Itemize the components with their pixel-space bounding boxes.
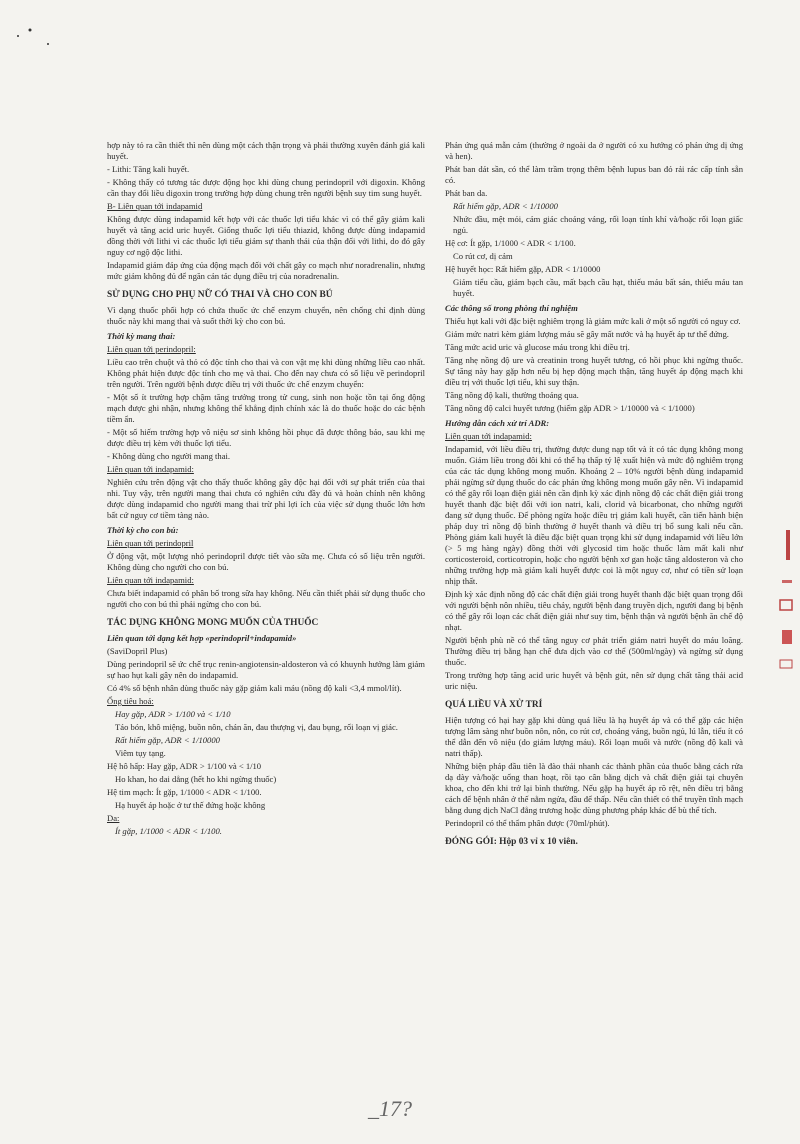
paragraph: Tăng mức acid uric và glucose máu trong khi điều trị.	[445, 342, 630, 352]
paragraph: Tăng nồng độ kali, thường thoáng qua.	[445, 390, 579, 400]
paragraph: - Một số hiếm trường hợp vô niệu sơ sinh không hồi phục đã được thông báo, sau khi mẹ được điều trị kèm với thuốc lợi tiểu.	[107, 427, 425, 448]
paragraph: Hệ tim mạch: Ít gặp, 1/1000 < ADR < 1/100.	[107, 787, 262, 797]
paragraph: Hệ huyết học: Rất hiếm gặp, ADR < 1/10000	[445, 264, 601, 274]
paragraph: Vì dạng thuốc phối hợp có chứa thuốc ức chế enzym chuyển, nên chống chỉ định dùng thuốc này khi mang thai và suốt thời kỳ cho con bú.	[107, 305, 425, 326]
paragraph: Phát ban da.	[445, 188, 488, 198]
frequency-line: Rất hiếm gặp, ADR < 1/10000	[115, 735, 220, 745]
paragraph: - Không dùng cho người mang thai.	[107, 451, 231, 461]
subheading: Thời kỳ mang thai:	[107, 331, 176, 341]
paragraph: Hiện tượng có hại hay gặp khi dùng quá liều là hạ huyết áp và có thể gặp các hiện tượng lâm sàng như buồn nôn, nôn, co rút cơ, choáng váng, buồn ngủ, lú lẫn, tiểu ít có thể dẫn đến vô niệu (do giảm lượng máu). Rối loạn muối và nước (nồng độ kali và natri thấp).	[445, 715, 743, 758]
edge-stamp-marks	[774, 520, 794, 725]
underlined-label: Liên quan tới indapamid:	[107, 464, 194, 474]
paragraph: Tăng nồng độ calci huyết tương (hiếm gặp ADR > 1/10000 và < 1/1000)	[445, 403, 695, 413]
paragraph: Perindopril có thể thẩm phân được (70ml/phút).	[445, 818, 610, 828]
paragraph: Tăng nhẹ nồng độ ure và creatinin trong huyết tương, có hồi phục khi ngừng thuốc. Sự tăng này hay gặp hơn nếu bị hẹp động mạch thận, tăng huyết áp động mạch khi điều trị với thuốc lợi tiểu, khi suy thận.	[445, 355, 743, 387]
paragraph: (SaviDopril Plus)	[107, 646, 168, 656]
paragraph: Phản ứng quá mẫn cảm (thường ở ngoài da ở người có xu hướng có phản ứng dị ứng và hen).	[445, 140, 743, 161]
paragraph: Có 4% số bệnh nhân dùng thuốc này gặp giảm kali máu (nồng độ kali <3,4 mmol/lít).	[107, 683, 402, 693]
paragraph: - Lithi: Tăng kali huyết.	[107, 164, 190, 174]
paragraph: Liều cao trên chuột và thỏ có độc tính cho thai và con vật mẹ khi dùng những liều cao nhất. Không phát hiện được độc tính cho mẹ và thai. Cho đến nay chưa có số liệu về perindopril trên người. Trên người bệnh được điều trị với thuốc ức chế enzym chuyển:	[107, 357, 425, 389]
paragraph: Ở động vật, một lượng nhỏ perindopril được tiết vào sữa mẹ. Chưa có số liệu trên người. Không dùng cho người cho con bú.	[107, 551, 425, 572]
subheading: Thời kỳ cho con bú:	[107, 525, 179, 535]
section-heading: QUÁ LIỀU VÀ XỬ TRÍ	[445, 700, 543, 710]
paragraph: - Không thấy có tương tác được động học khi dùng chung perindopril với digoxin. Không cần thay đổi liều digoxin trong trường hợp dùng chung trên người bệnh suy tim sung huyết.	[107, 177, 425, 198]
paragraph: Những biện pháp đầu tiên là đào thải nhanh các thành phần của thuốc bằng cách rửa dạ dày và/hoặc uống than hoạt, rồi tạo cân bằng dịch và chất điện giải tại chuyên khoa, cho đến khi trở lại bình thường. Nếu gặp hạ huyết áp rõ rệt, nên điều trị bằng cách để bệnh nhân ở thế nằm ngửa, đầu để thấp. Nếu cần thiết có thể truyền tĩnh mạch bằng dung dịch NaCl đẳng trương hoặc dùng phương pháp khác để bù thể tích.	[445, 761, 743, 815]
paragraph: Nghiên cứu trên động vật cho thấy thuốc không gây độc hại đối với sự phát triển của thai nhi. Tuy vậy, trên người mang thai chưa có nghiên cứu đầy đủ và hoàn chỉnh nên không được dùng indapamid cho người mang thai trừ phi lợi ích của việc sử dụng thuốc lớn hơn bất cứ nguy cơ tiềm tàng nào.	[107, 477, 425, 520]
paragraph: Thiếu hụt kali với đặc biệt nghiêm trọng là giảm mức kali ở một số người có nguy cơ.	[445, 316, 741, 326]
section-heading: SỬ DỤNG CHO PHỤ NỮ CÓ THAI VÀ CHO CON BÚ	[107, 290, 333, 300]
paragraph: Hệ cơ: Ít gặp, 1/1000 < ADR < 1/100.	[445, 238, 576, 248]
subheading: Liên quan tới dạng kết hợp «perindopril+indapamid»	[107, 633, 297, 643]
indented-text: Co rút cơ, dị cảm	[453, 251, 513, 261]
paragraph: Chưa biết indapamid có phân bố trong sữa hay không. Nếu cần thiết phải sử dụng thuốc cho người cho con bú thì phải ngừng cho con bú.	[107, 588, 425, 609]
paragraph: Trong trường hợp tăng acid uric huyết và bệnh gút, nên sử dụng chất tăng thải acid uric niệu.	[445, 670, 743, 691]
frequency-line: Rất hiếm gặp, ADR < 1/10000	[453, 201, 558, 211]
paragraph: Không được dùng indapamid kết hợp với các thuốc lợi tiểu khác vì có thể gây giảm kali huyết và tăng acid uric huyết. Giống thuốc lợi tiểu thiazid, không được dùng indapamid đồng thời với lithi vì các thuốc lợi tiểu giảm sự thanh thải của thận đối với lithi, do đó gây nguy cơ ngộ độc lithi.	[107, 214, 425, 257]
subheading: Các thông số trong phòng thí nghiệm	[445, 303, 578, 313]
underlined-label: Liên quan tới indapamid:	[445, 431, 532, 441]
frequency-line: Ít gặp, 1/1000 < ADR < 1/100.	[115, 826, 222, 836]
paragraph: hợp này tỏ ra cần thiết thì nên dùng một cách thận trọng và phải thường xuyên đánh giá kali huyết.	[107, 140, 425, 161]
left-column	[107, 140, 425, 839]
paragraph: Indapamid, với liều điều trị, thường được dung nạp tốt và ít có tác dụng không mong muốn. Giảm liều trong đôi khi có thể hạ thấp tỷ lệ xuất hiện và mức độ nghiêm trọng của các tác dụng không mong muốn. Khoảng 2 – 10% người bệnh dùng indapamid phải ngừng sử dụng thuốc do các phản ứng không mong muốn gây nên. Vì indapamid có thể gây rối loạn điện giải nên cần định kỳ xác định nồng độ các chất điện giải trong huyết thanh đặc biệt đối với ion natri, kali, clorid và bicarbonat, cho những người đang sử dụng thuốc. Để phòng ngừa hoặc điều trị giảm kali huyết, cần tiến hành biện pháp duy trì nồng độ bình thường ở huyết thanh và điều trị bổ sung kali nếu cần. Phòng giảm kali huyết là điều đặc biệt quan trọng khi sử dụng indapamid với liều lớn (> 5 mg hàng ngày) đồng thời với glycosid tim hoặc thuốc làm mất kali như corticosteroid, corticotropin, hoặc cho người bệnh xơ gan hoặc tăng aldosteron và cho những trường hợp mà giảm kali huyết được coi là một nguy cơ, như có tiền sử loạn nhịp thất.	[445, 444, 743, 586]
underlined-label: Liên quan tới indapamid:	[107, 575, 194, 585]
underlined-label: Da:	[107, 813, 120, 823]
page-number-handwritten: _17?	[368, 1096, 412, 1121]
corner-dots	[0, 0, 60, 50]
indented-text: Viêm tụy tạng.	[115, 748, 166, 758]
underlined-label: Liên quan tới perindopril	[107, 538, 194, 548]
paragraph: Người bệnh phù nề có thể tăng nguy cơ phát triển giảm natri huyết do máu loãng. Thường điều trị bằng hạn chế đưa dịch vào cơ thể (500ml/ngày) và ngừng sử dụng thuốc.	[445, 635, 743, 667]
underlined-label: Liên quan tới perindopril:	[107, 344, 196, 354]
underlined-label: Ống tiêu hoá:	[107, 696, 154, 706]
indented-text: Táo bón, khô miệng, buồn nôn, chán ăn, đau thượng vị, đau bụng, rối loạn vị giác.	[115, 722, 398, 732]
indented-text: Ho khan, ho dai dẳng (hết ho khi ngừng thuốc)	[115, 774, 277, 784]
paragraph: Indapamid giảm đáp ứng của động mạch đối với chất gây co mạch như noradrenalin, nhưng mức giảm không đủ để ngăn cản tác dụng điều trị của noradrenalin.	[107, 260, 425, 281]
paragraph: Định kỳ xác định nồng độ các chất điện giải trong huyết thanh đặc biệt quan trọng đối với người bệnh nôn nhiều, tiêu chảy, người bệnh đang truyền dịch, người đang bị bệnh có thể gây rối loạn các chất điện giải như suy tim, bệnh thận và người bệnh ăn chế độ nhạt.	[445, 589, 743, 632]
subheading: Hướng dẫn cách xử trí ADR:	[445, 418, 550, 428]
paragraph: Giảm mức natri kèm giảm lượng máu sẽ gây mất nước và hạ huyết áp tư thế đứng.	[445, 329, 729, 339]
paragraph: Dùng perindopril sẽ ức chế trục renin-angiotensin-aldosteron và có khuynh hướng làm giảm sự hao hụt kali gây nên do indapamid.	[107, 659, 425, 680]
indented-text: Nhức đầu, mệt mỏi, cảm giác choáng váng, rối loạn tính khí và/hoặc rối loạn giấc ngủ.	[453, 214, 743, 235]
paragraph: Hệ hô hấp: Hay gặp, ADR > 1/100 và < 1/10	[107, 761, 262, 771]
paragraph: - Một số ít trường hợp chậm tăng trưởng trong tử cung, sinh non hoặc tồn tại ống động mạch được ghi nhận, nhưng không thể khẳng định chính xác là do thuốc hoặc do các bệnh tiềm ẩn.	[107, 392, 425, 424]
frequency-line: Hay gặp, ADR > 1/100 và < 1/10	[115, 709, 231, 719]
indented-text: Hạ huyết áp hoặc ở tư thế đứng hoặc không	[115, 800, 266, 810]
right-column	[445, 140, 743, 852]
section-heading: TÁC DỤNG KHÔNG MONG MUỐN CỦA THUỐC	[107, 618, 319, 628]
indented-text: Giảm tiểu cầu, giảm bạch cầu, mất bạch cầu hạt, thiếu máu bất sản, thiếu máu tan huyết.	[453, 277, 743, 298]
underlined-label: B- Liên quan tới indapamid	[107, 201, 203, 211]
paragraph: Phát ban dát sần, có thể làm trầm trọng thêm bệnh lupus ban đỏ rải rác cấp tính sẵn có.	[445, 164, 743, 185]
section-heading: ĐÓNG GÓI: Hộp 03 vỉ x 10 viên.	[445, 837, 578, 847]
